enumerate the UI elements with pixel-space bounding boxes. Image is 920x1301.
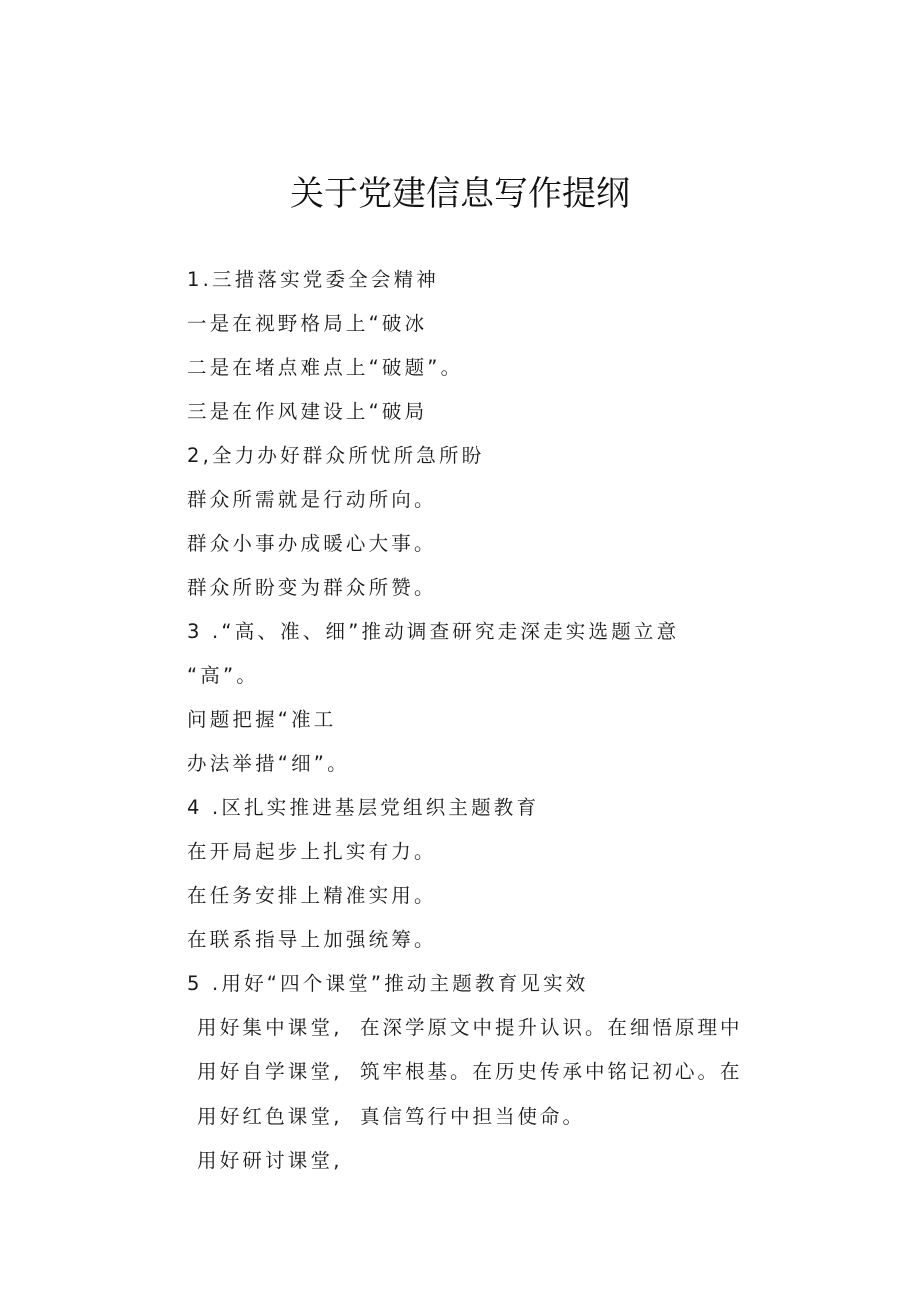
body-line: 群众所需就是行动所向。 [187, 488, 437, 511]
body-line: 二是在堵点难点上“破题”。 [187, 356, 464, 379]
heading-3: 3 .“高、准、细”推动调查研究走深走实选题立意 [187, 620, 680, 643]
body-line: 一是在视野格局上“破冰 [187, 312, 428, 335]
heading-2: 2,全力办好群众所忧所急所盼 [187, 444, 485, 467]
body-line: 在任务安排上精准实用。 [187, 884, 437, 907]
list-item: 用好红色课堂, [197, 1104, 343, 1128]
heading-5: 5 .用好“四个课堂”推动主题教育见实效 [187, 972, 589, 995]
body-line: 在开局起步上扎实有力。 [187, 840, 437, 863]
heading-4: 4 .区扎实推进基层党组织主题教育 [187, 796, 540, 819]
heading-1: 1.三措落实党委全会精神 [187, 268, 440, 291]
body-line: “高”。 [187, 664, 260, 687]
paragraph-line: 在深学原文中提升认识。在细悟原理中 [360, 1016, 743, 1039]
classroom-description [360, 1014, 743, 1147]
body-line: 群众所盼变为群众所赞。 [187, 576, 437, 599]
list-item: 用好集中课堂, [197, 1016, 343, 1039]
paragraph-line: 真信笃行中担当使命。 [360, 1104, 586, 1128]
document-title: 关于党建信息写作提纲 [290, 174, 630, 214]
paragraph-line: 筑牢根基。在历史传承中铭记初心。在 [360, 1060, 743, 1084]
list-item: 用好自学课堂, [197, 1060, 343, 1084]
list-item: 用好研讨课堂, [197, 1148, 343, 1172]
body-line: 在联系指导上加强统筹。 [187, 928, 437, 951]
body-line: 办法举措“细”。 [187, 752, 350, 775]
body-line: 三是在作风建设上“破局 [187, 400, 428, 423]
classroom-list [197, 1014, 343, 1191]
body-line: 群众小事办成暖心大事。 [187, 532, 437, 555]
body-line: 问题把握“准工 [187, 708, 337, 731]
